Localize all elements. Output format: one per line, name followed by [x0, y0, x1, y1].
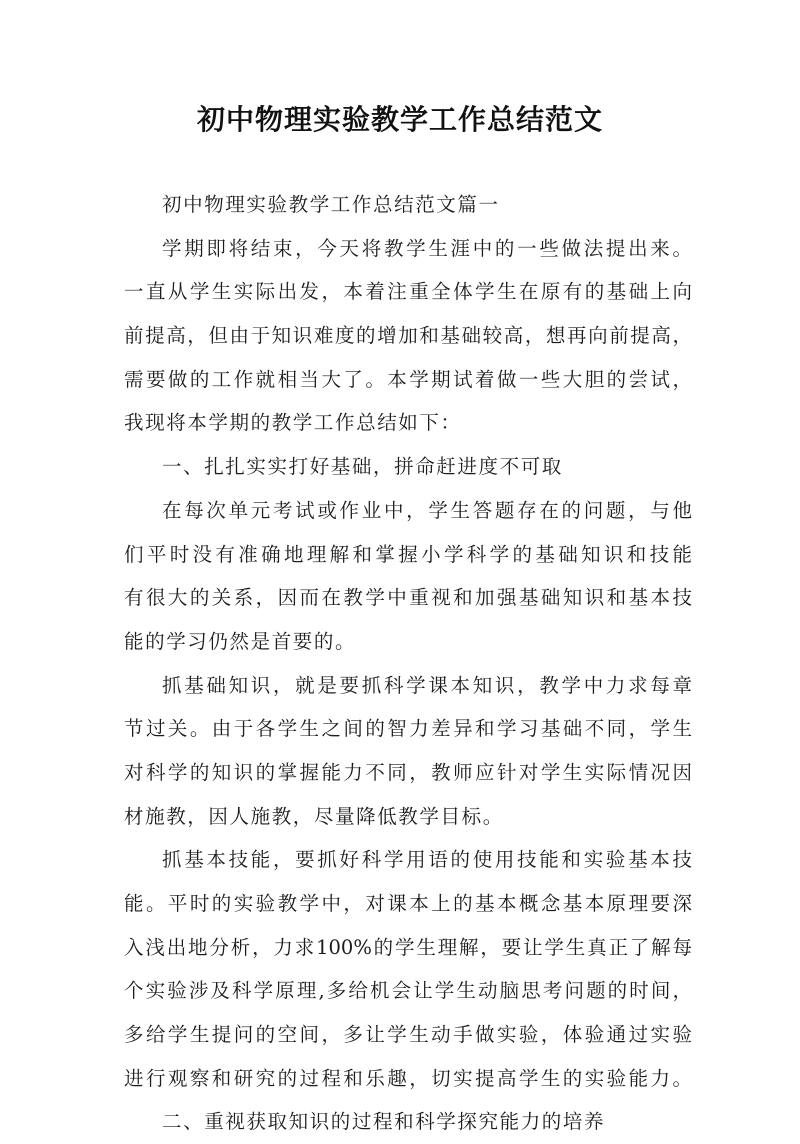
body-line: 入浅出地分析，力求100%的学生理解，要让学生真正了解每	[124, 935, 692, 959]
body-line: 材施教，因人施教，尽量降低教学目标。	[124, 804, 504, 828]
document-body	[124, 183, 692, 1144]
body-line: 们平时没有准确地理解和掌握小学科学的基础知识和技能	[124, 542, 692, 566]
body-line: 抓基本技能，要抓好科学用语的使用技能和实验基本技	[162, 848, 692, 872]
body-line: 多给学生提问的空间，多让学生动手做实验，体验通过实验	[124, 1023, 692, 1047]
body-line: 抓基础知识，就是要抓科学课本知识，教学中力求每章	[162, 673, 692, 697]
document-title: 初中物理实验教学工作总结范文	[196, 103, 603, 136]
body-line: 初中物理实验教学工作总结范文篇一	[162, 193, 500, 216]
body-line: 在每次单元考试或作业中，学生答题存在的问题，与他	[162, 498, 692, 522]
body-line: 进行观察和研究的过程和乐趣，切实提高学生的实验能力。	[124, 1066, 692, 1090]
body-line: 前提高，但由于知识难度的增加和基础较高，想再向前提高，	[124, 324, 692, 348]
body-line: 一直从学生实际出发，本着注重全体学生在原有的基础上向	[124, 280, 692, 304]
body-line: 节过关。由于各学生之间的智力差异和学习基础不同，学生	[124, 717, 692, 741]
body-line: 我现将本学期的教学工作总结如下：	[124, 411, 462, 435]
body-line: 需要做的工作就相当大了。本学期试着做一些大胆的尝试，	[124, 367, 692, 391]
body-line: 学期即将结束，今天将教学生涯中的一些做法提出来。	[162, 236, 692, 260]
body-line: 对科学的知识的掌握能力不同，教师应针对学生实际情况因	[124, 760, 692, 784]
body-line: 能。平时的实验教学中，对课本上的基本概念基本原理要深	[124, 892, 692, 915]
body-line: 个实验涉及科学原理,多给机会让学生动脑思考问题的时间，	[124, 979, 692, 1003]
body-line: 二、重视获取知识的过程和科学探究能力的培养	[162, 1110, 606, 1134]
body-line: 有很大的关系，因而在教学中重视和加强基础知识和基本技	[124, 586, 692, 610]
body-line: 能的学习仍然是首要的。	[124, 629, 357, 653]
body-line: 一、扎扎实实打好基础，拼命赶进度不可取	[162, 455, 563, 479]
